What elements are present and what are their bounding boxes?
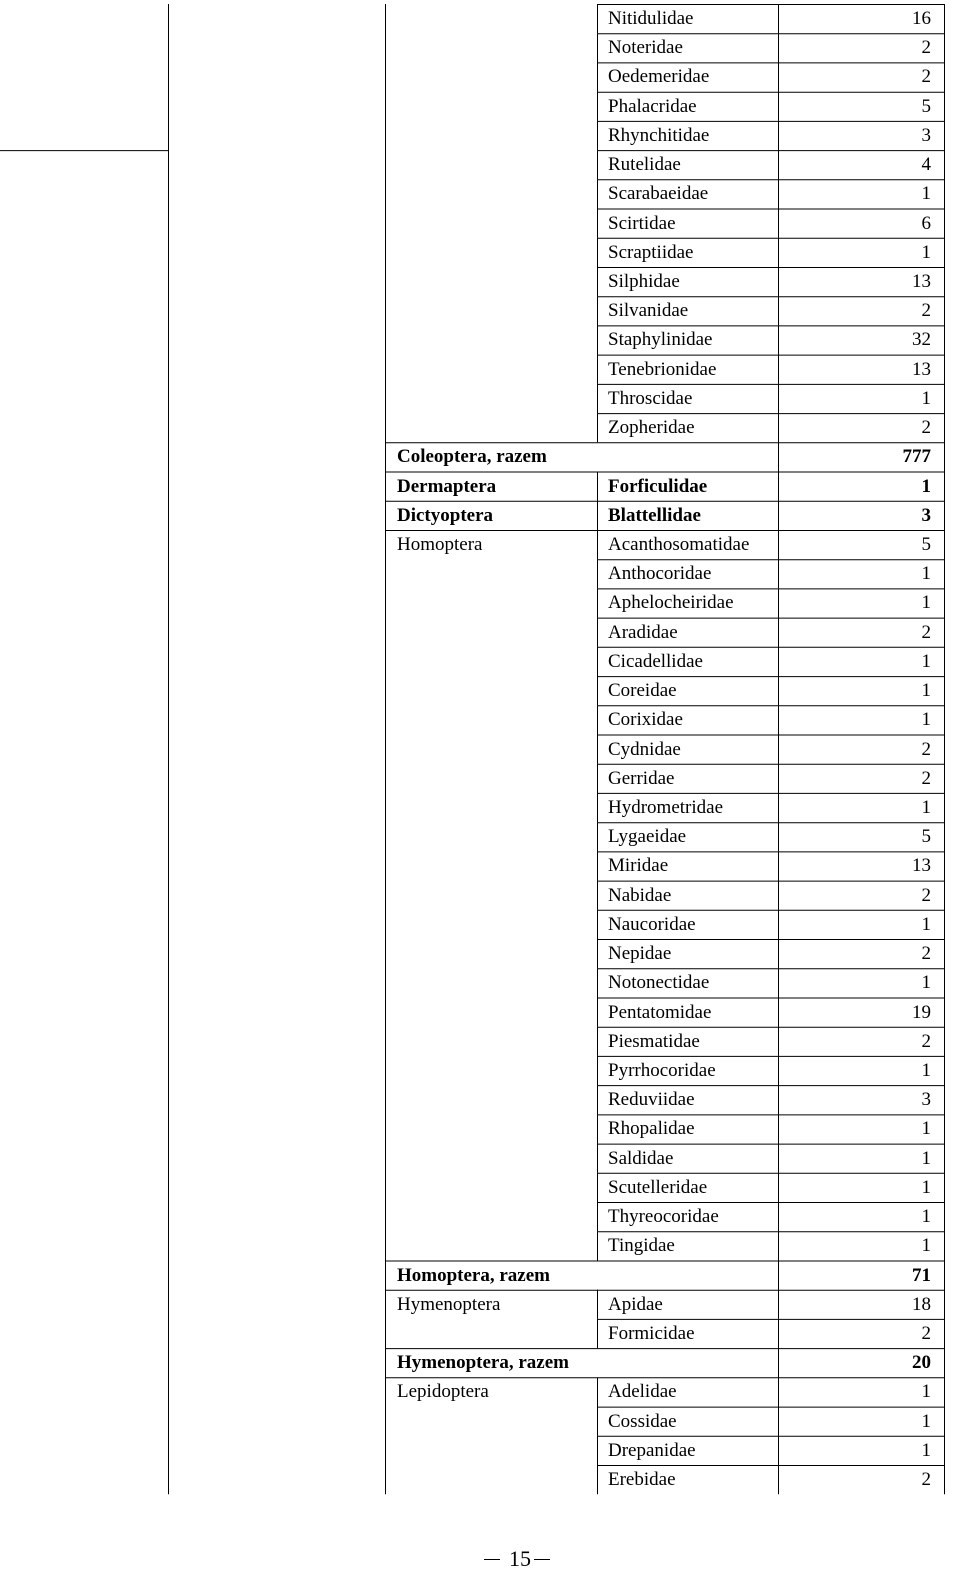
page-number: 15 (509, 1546, 531, 1571)
family-cell: Gerridae (608, 767, 675, 789)
count-cell: 71 (912, 1264, 931, 1286)
count-cell: 2 (921, 767, 931, 789)
family-cell: Pentatomidae (608, 1001, 712, 1023)
count-cell: 1 (921, 563, 931, 585)
family-cell: Noteridae (608, 37, 683, 59)
count-cell: 2 (921, 300, 931, 322)
order-cell: Dermaptera (397, 475, 497, 497)
count-cell: 13 (912, 358, 931, 380)
family-cell: Scutelleridae (608, 1176, 708, 1198)
count-cell: 13 (912, 855, 931, 877)
family-cell: Miridae (608, 855, 669, 877)
count-cell: 18 (912, 1293, 931, 1315)
family-cell: Cicadellidae (608, 650, 703, 672)
family-cell: Forficulidae (608, 475, 708, 497)
family-cell: Piesmatidae (608, 1030, 700, 1052)
count-cell: 3 (921, 1089, 931, 1111)
order-cell: Coleoptera, razem (397, 446, 547, 468)
family-cell: Thyreocoridae (608, 1206, 719, 1227)
family-cell: Cossidae (608, 1410, 677, 1432)
count-cell: 1 (921, 475, 931, 497)
family-cell: Anthocoridae (608, 563, 712, 585)
count-cell: 6 (921, 212, 931, 234)
order-cell: Lepidoptera (397, 1381, 489, 1403)
species-table (0, 4, 945, 1496)
order-cell: Dictyoptera (397, 504, 494, 526)
dash-right (534, 1559, 550, 1560)
count-cell: 19 (912, 1001, 931, 1023)
count-cell: 1 (921, 1235, 931, 1257)
count-cell: 5 (921, 826, 931, 848)
family-cell: Nabidae (608, 884, 672, 906)
family-cell: Silphidae (608, 271, 680, 292)
family-cell: Zopheridae (608, 417, 695, 439)
family-cell: Tenebrionidae (608, 358, 717, 380)
count-cell: 1 (921, 709, 931, 731)
count-cell: 16 (912, 8, 931, 29)
order-cell: Hymenoptera, razem (397, 1352, 569, 1374)
order-cell: Homoptera (397, 534, 483, 555)
count-cell: 2 (921, 417, 931, 439)
family-cell: Phalacridae (608, 95, 697, 117)
count-cell: 1 (921, 387, 931, 409)
family-cell: Formicidae (608, 1322, 695, 1344)
count-cell: 1 (921, 1176, 931, 1198)
family-cell: Pyrrhocoridae (608, 1059, 716, 1081)
count-cell: 2 (921, 37, 931, 59)
family-cell: Saldidae (608, 1147, 674, 1169)
family-cell: Notonectidae (608, 972, 710, 994)
order-cell: Hymenoptera (397, 1293, 501, 1315)
count-cell: 1 (921, 592, 931, 614)
family-cell: Rhopalidae (608, 1118, 695, 1140)
family-cell: Reduviidae (608, 1089, 695, 1111)
count-cell: 2 (921, 66, 931, 88)
family-cell: Scraptiidae (608, 241, 694, 263)
count-cell: 1 (921, 1206, 931, 1227)
count-cell: 32 (912, 329, 931, 351)
count-cell: 1 (921, 796, 931, 818)
page-footer (0, 1544, 960, 1576)
family-cell: Scarabaeidae (608, 183, 709, 205)
family-cell: Throscidae (608, 387, 693, 409)
count-cell: 1 (921, 241, 931, 263)
family-cell: Apidae (608, 1293, 663, 1315)
count-cell: 2 (921, 1030, 931, 1052)
family-cell: Rutelidae (608, 154, 681, 176)
family-cell: Scirtidae (608, 212, 676, 234)
count-cell: 1 (921, 1381, 931, 1403)
count-cell: 1 (921, 183, 931, 205)
count-cell: 5 (921, 95, 931, 117)
family-cell: Aradidae (608, 621, 678, 643)
family-cell: Adelidae (608, 1381, 677, 1403)
count-cell: 2 (921, 943, 931, 964)
count-cell: 13 (912, 271, 931, 292)
count-cell: 1 (921, 972, 931, 994)
family-cell: Nitidulidae (608, 8, 694, 29)
count-cell: 1 (921, 650, 931, 672)
family-cell: Nepidae (608, 943, 672, 964)
count-cell: 1 (921, 680, 931, 702)
family-cell: Coreidae (608, 680, 677, 702)
count-cell: 2 (921, 1469, 931, 1490)
family-cell: Silvanidae (608, 300, 689, 322)
count-cell: 1 (921, 913, 931, 935)
family-cell: Oedemeridae (608, 66, 710, 88)
count-cell: 777 (902, 446, 931, 468)
family-cell: Tingidae (608, 1235, 675, 1257)
count-cell: 5 (921, 534, 931, 555)
count-cell: 3 (921, 124, 931, 146)
family-cell: Staphylinidae (608, 329, 713, 351)
family-cell: Lygaeidae (608, 826, 687, 848)
family-cell: Naucoridae (608, 913, 696, 935)
count-cell: 2 (921, 738, 931, 760)
family-cell: Erebidae (608, 1469, 676, 1490)
family-cell: Blattellidae (608, 504, 701, 526)
count-cell: 1 (921, 1147, 931, 1169)
count-cell: 1 (921, 1410, 931, 1432)
count-cell: 1 (921, 1059, 931, 1081)
count-cell: 2 (921, 621, 931, 643)
family-cell: Cydnidae (608, 738, 681, 760)
family-cell: Corixidae (608, 709, 683, 731)
count-cell: 2 (921, 884, 931, 906)
family-cell: Aphelocheiridae (608, 592, 734, 614)
order-cell: Homoptera, razem (397, 1264, 550, 1286)
family-cell: Drepanidae (608, 1439, 696, 1461)
family-cell: Acanthosomatidae (608, 534, 750, 555)
count-cell: 4 (921, 154, 931, 176)
count-cell: 3 (921, 504, 931, 526)
count-cell: 1 (921, 1439, 931, 1461)
count-cell: 2 (921, 1322, 931, 1344)
count-cell: 20 (912, 1352, 931, 1374)
count-cell: 1 (921, 1118, 931, 1140)
family-cell: Hydrometridae (608, 796, 724, 818)
family-cell: Rhynchitidae (608, 124, 710, 146)
